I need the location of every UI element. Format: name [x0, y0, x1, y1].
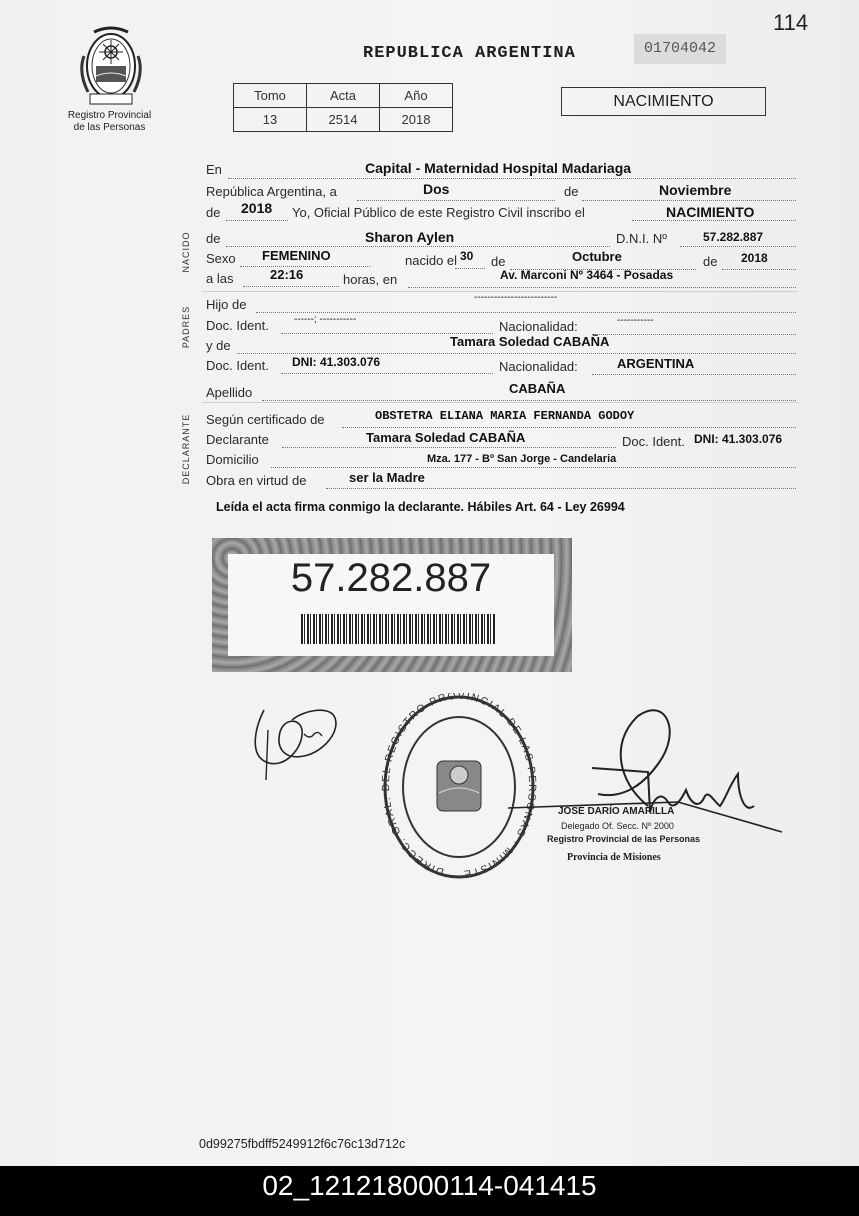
officer-stamp-line4: Provincia de Misiones	[567, 852, 661, 863]
label-republica: República Argentina, a	[206, 184, 337, 199]
acta-value: 2514	[307, 108, 380, 132]
father-doc-value: ------; -----------	[294, 314, 357, 325]
section-divider	[202, 402, 798, 403]
country-heading: REPUBLICA ARGENTINA	[363, 44, 576, 63]
dni-value: 57.282.887	[703, 230, 764, 244]
label-nacido-el: nacido el	[405, 253, 458, 268]
label-sexo: Sexo	[206, 251, 236, 266]
birth-year-value: 2018	[741, 251, 768, 265]
label-y-de: y de	[206, 338, 231, 353]
birth-month-value: Octubre	[572, 249, 622, 264]
event-value: NACIMIENTO	[666, 204, 755, 220]
sticker-number: 57.282.887	[290, 556, 492, 600]
province-emblem	[76, 26, 146, 108]
month-word-value: Noviembre	[659, 182, 732, 198]
label-de: de	[564, 184, 579, 199]
label-hijo-de: Hijo de	[206, 297, 247, 312]
father-nationality-value: -----------	[617, 315, 654, 326]
birth-time-value: 22:16	[270, 267, 304, 282]
label-segun: Según certificado de	[206, 412, 325, 427]
obra-value: ser la Madre	[349, 470, 425, 485]
svg-text:DIRECC. GRAL. DEL REGISTRO PRO: DIRECC. GRAL. DEL REGISTRO PROVINCIAL DE LAS PERSONAS · MINISTE	[381, 693, 537, 880]
closing-note: Leída el acta firma conmigo la declarante. Hábiles Art. 64 - Ley 26994	[216, 500, 625, 514]
mother-nationality-value: ARGENTINA	[617, 356, 695, 371]
side-label-declarante: DECLARANTE	[181, 413, 191, 485]
label-doc-ident-mother: Doc. Ident.	[206, 358, 269, 373]
document-type-box: NACIMIENTO	[561, 87, 766, 116]
signature-initials	[244, 700, 348, 784]
officer-stamp-line2: Delegado Of. Secc. Nº 2000	[561, 821, 674, 831]
sex-value: FEMENINO	[262, 248, 331, 263]
declarant-value: Tamara Soledad CABAÑA	[366, 430, 526, 445]
label-dni: D.N.I. Nº	[616, 231, 667, 246]
officer-stamp-line3: Registro Provincial de las Personas	[547, 834, 701, 844]
label-de5: de	[703, 254, 718, 269]
label-domicilio: Domicilio	[206, 452, 259, 467]
label-en: En	[206, 162, 222, 177]
acta-header: Acta	[307, 84, 380, 108]
label-de4: de	[491, 254, 506, 269]
dni-barcode-sticker	[212, 538, 572, 672]
officer-stamp-line1: JOSÉ DARÍO AMARILLA	[558, 806, 675, 817]
label-de2: de	[206, 205, 221, 220]
label-horas: horas, en	[343, 272, 398, 287]
declarant-doc-value: DNI: 41.303.076	[694, 432, 783, 446]
serial-number: 01704042	[634, 34, 726, 64]
place-value: Capital - Maternidad Hospital Madariaga	[365, 160, 632, 176]
tomo-header: Tomo	[234, 84, 307, 108]
emblem-caption-line1: Registro Provincial	[67, 110, 152, 121]
tomo-value: 13	[234, 108, 307, 132]
book-table	[233, 83, 453, 132]
label-alas: a las	[206, 271, 234, 286]
label-declarante: Declarante	[206, 432, 269, 447]
mother-doc-value: DNI: 41.303.076	[292, 355, 381, 369]
emblem-caption-line2: de las Personas	[73, 122, 146, 133]
officer-text: Yo, Oficial Público de este Registro Civil inscribo el	[292, 205, 585, 220]
label-doc-ident-declarant: Doc. Ident.	[622, 434, 685, 449]
label-nacionalidad-mother: Nacionalidad:	[499, 359, 578, 374]
father-value: -------------------------	[474, 292, 558, 303]
day-word-value: Dos	[423, 181, 450, 197]
mother-value: Tamara Soledad CABAÑA	[450, 334, 610, 349]
label-apellido: Apellido	[206, 385, 253, 400]
label-doc-ident-father: Doc. Ident.	[206, 318, 269, 333]
footer-code: 02_121218000114-041415	[262, 1170, 597, 1201]
anio-value: 2018	[380, 108, 453, 132]
label-nacionalidad-father: Nacionalidad:	[499, 319, 578, 334]
name-value: Sharon Aylen	[365, 229, 455, 245]
document-hash: 0d99275fbdff5249912f6c76c13d712c	[199, 1137, 406, 1151]
label-obra: Obra en virtud de	[206, 473, 307, 488]
certificate-value: OBSTETRA ELIANA MARIA FERNANDA GODOY	[375, 409, 635, 423]
side-label-padres: PADRES	[181, 305, 191, 349]
officer-signature	[498, 702, 784, 838]
birth-day-value: 30	[460, 249, 474, 263]
side-label-nacido: NACIDO	[181, 231, 191, 273]
label-de3: de	[206, 231, 221, 246]
page-number: 114	[773, 10, 809, 35]
barcode	[301, 614, 495, 644]
birth-address-value: Av. Marconi Nº 3464 - Posadas	[500, 268, 674, 282]
anio-header: Año	[380, 84, 453, 108]
surname-value: CABAÑA	[509, 381, 566, 396]
address-value: Mza. 177 - Bº San Jorge - Candelaria	[427, 453, 617, 465]
year-value: 2018	[241, 200, 273, 216]
